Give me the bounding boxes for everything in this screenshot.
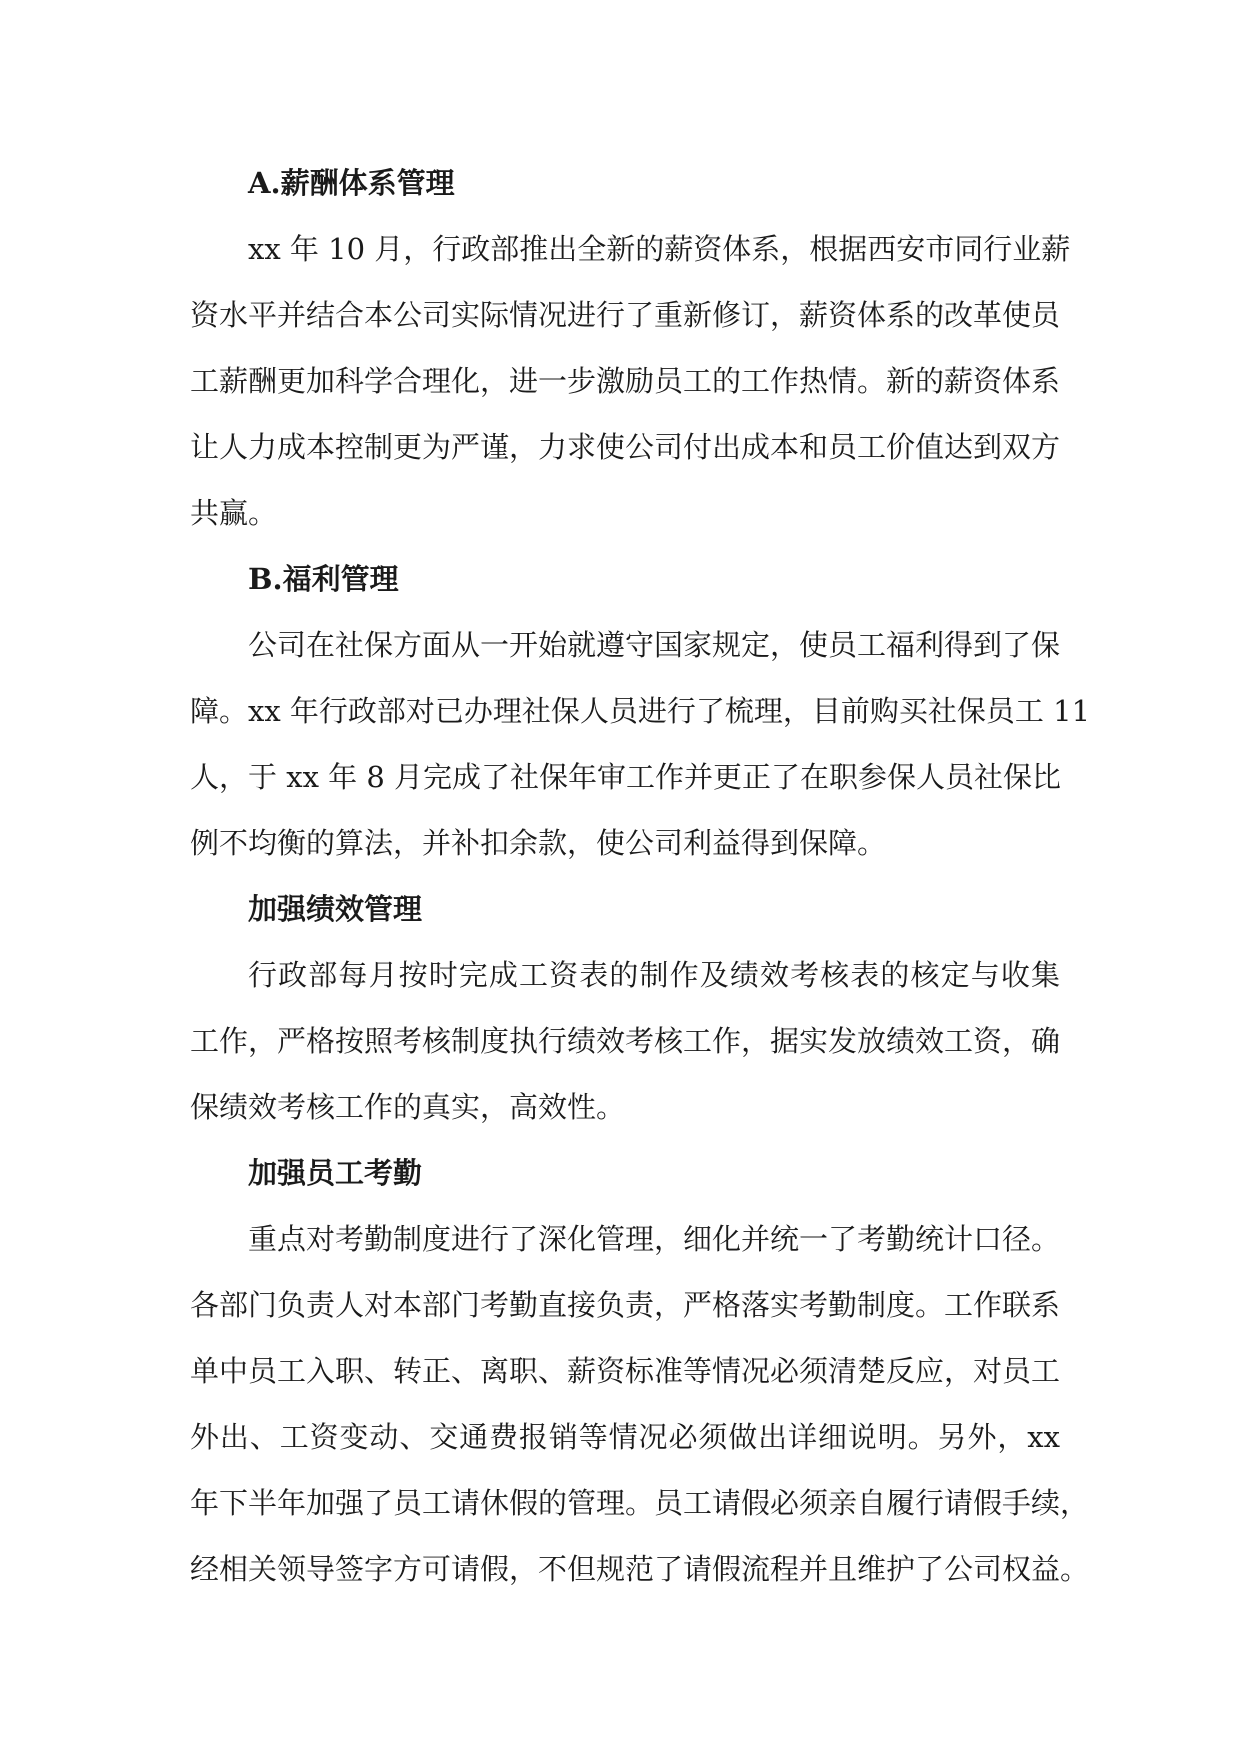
document-page: [190, 150, 1091, 1602]
paragraph-line: 保绩效考核工作的真实，高效性。: [190, 1090, 626, 1124]
paragraph-line: 例不均衡的算法，并补扣余款，使公司利益得到保障。: [190, 826, 887, 860]
section-heading-performance: 加强绩效管理: [248, 892, 423, 926]
paragraph-line: 年下半年加强了员工请休假的管理。员工请假必须亲自履行请假手续，: [190, 1486, 1090, 1520]
paragraph-line: 让人力成本控制更为严谨，力求使公司付出成本和员工价值达到双方: [190, 430, 1061, 464]
paragraph-line: 共赢。: [190, 496, 278, 530]
paragraph-line: 行政部每月按时完成工资表的制作及绩效考核表的核定与收集: [248, 958, 1060, 992]
paragraph-welfare: [190, 612, 1091, 876]
paragraph-line: 单中员工入职、转正、离职、薪资标准等情况必须清楚反应，对员工: [190, 1354, 1061, 1388]
paragraph-line: 各部门负责人对本部门考勤直接负责，严格落实考勤制度。工作联系: [190, 1288, 1061, 1322]
paragraph-line: 工作，严格按照考核制度执行绩效考核工作，据实发放绩效工资，确: [190, 1024, 1061, 1058]
paragraph-line: 公司在社保方面从一开始就遵守国家规定，使员工福利得到了保: [248, 628, 1061, 662]
paragraph-line: 工薪酬更加科学合理化，进一步激励员工的工作热情。新的薪资体系: [190, 364, 1061, 398]
paragraph-line: 障。xx 年行政部对已办理社保人员进行了梳理，目前购买社保员工 11: [190, 694, 1091, 728]
paragraph-line: xx 年 10 月，行政部推出全新的薪资体系，根据西安市同行业薪: [248, 232, 1071, 266]
paragraph-line: 资水平并结合本公司实际情况进行了重新修订，薪资体系的改革使员: [190, 298, 1061, 332]
section-heading-salary: A.薪酬体系管理: [248, 166, 455, 200]
paragraph-line: 重点对考勤制度进行了深化管理，细化并统一了考勤统计口径。: [248, 1222, 1061, 1256]
paragraph-line: 经相关领导签字方可请假，不但规范了请假流程并且维护了公司权益。: [190, 1552, 1090, 1586]
paragraph-salary: [190, 216, 1071, 546]
paragraph-performance: [190, 942, 1060, 1140]
section-heading-welfare: B.福利管理: [248, 562, 399, 596]
paragraph-line: 人，于 xx 年 8 月完成了社保年审工作并更正了在职参保人员社保比: [190, 760, 1062, 794]
paragraph-attendance: [190, 1206, 1090, 1602]
section-heading-attendance: 加强员工考勤: [248, 1156, 423, 1190]
paragraph-line: 外出、工资变动、交通费报销等情况必须做出详细说明。另外，xx: [190, 1420, 1060, 1454]
